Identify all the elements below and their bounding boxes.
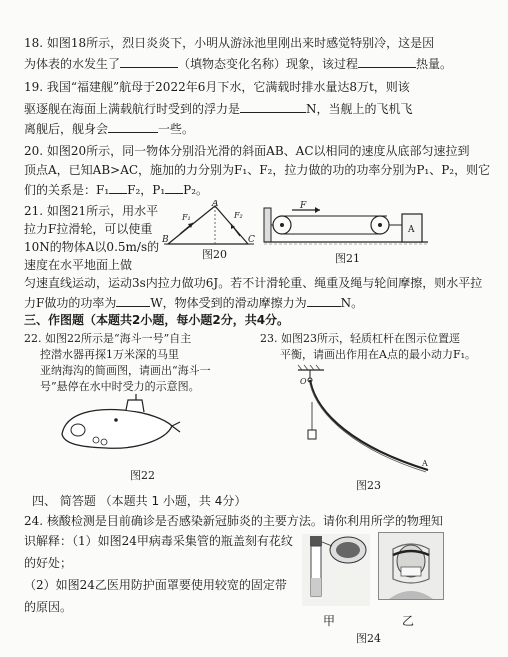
q22-line1: 22. 如图22所示是“海斗一号”自主 <box>24 332 192 345</box>
figure-22-caption: 图22 <box>130 469 155 482</box>
fig23-label-A: A <box>422 459 428 468</box>
q21-text-b: W，物体受到的滑动摩擦力为 <box>150 296 307 310</box>
q20-line2: 顶点A，已知AB>AC，施加的力分别为F₁、F₂，拉力做的功的功率分别为P₁、P₂，则它 <box>24 163 491 177</box>
q19-text-c: 离舰后，舰身会 <box>24 122 109 136</box>
fig21-label-F: F <box>300 201 307 211</box>
figure-23-lever <box>296 362 436 474</box>
q19-line2 <box>24 101 413 117</box>
q22-line2: 控潜水器再探1万米深的马里 <box>40 348 179 361</box>
q20-blank-2[interactable] <box>165 182 183 194</box>
q19-line3 <box>24 121 194 137</box>
q22-line4: 号”悬停在水中时受力的示意图。 <box>40 380 200 393</box>
q19-text-a: 驱逐舰在海面上满载航行时受到的浮力是 <box>24 102 241 116</box>
q20-text-c: P₂。 <box>183 183 209 197</box>
q22-line3: 亚纳海沟的简画图，请画出“海斗一 <box>40 364 211 377</box>
q21-blank-1[interactable] <box>116 295 150 307</box>
q21-text-a: 力F做功的功率为 <box>24 296 117 310</box>
q24-line4: （2）如图24乙医用防护面罩要使用较宽的固定带 <box>24 578 287 592</box>
q21-text-c: N。 <box>340 296 364 310</box>
q21-line3: 10N的物体A以0.5m/s的 <box>24 240 160 254</box>
figure-22-submarine <box>56 392 186 454</box>
fig23-label-O: O <box>300 377 307 386</box>
q20-line3 <box>24 182 208 198</box>
figure-21-pulley <box>262 200 430 252</box>
q21-blank-2[interactable] <box>307 295 341 307</box>
q18-line2 <box>24 56 452 72</box>
q19-text-b: N，当舰上的飞机飞 <box>306 102 413 116</box>
figure-24b-label: 乙 <box>402 614 415 628</box>
fig20-label-F1: F₁ <box>182 213 191 222</box>
q21-line2: 拉力F拉滑轮，可以使重 <box>24 222 153 236</box>
q20-text-a: 们的关系是：F₁ <box>24 183 110 197</box>
section-3-heading: 三、作图题（本题共2小题，每小题2分，共4分。 <box>24 313 290 327</box>
q24-line1: 24. 核酸检测是目前确诊是否感染新冠肺炎的主要方法。请你利用所学的物理知 <box>24 514 443 528</box>
q21-line6 <box>24 295 363 311</box>
q21-line1: 21. 如图21所示，用水平 <box>24 204 159 218</box>
q18-text-a: 为体表的水发生了 <box>24 57 121 71</box>
figure-21-caption: 图21 <box>335 252 360 265</box>
q21-line5: 匀速直线运动，运动3s内拉力做功6J。若不计滑轮重、绳重及绳与轮间摩擦，则水平拉 <box>24 276 483 290</box>
q18-blank-2[interactable] <box>358 56 416 68</box>
q19-text-d: 一些。 <box>158 122 195 136</box>
q19-blank-2[interactable] <box>108 121 158 133</box>
q24-line3: 的好处； <box>24 556 73 570</box>
q18-text-c: 热量。 <box>416 57 453 71</box>
q18-text-b: （填物态变化名称）现象，该过程 <box>178 57 359 71</box>
fig20-label-C: C <box>248 235 255 245</box>
q23-line2: 平衡，请画出作用在A点的最小动力F₁。 <box>280 348 476 361</box>
q20-text-b: F₂，P₁ <box>127 183 166 197</box>
section-4-heading: 四、 简答题 （本题共 1 小题，共 4分） <box>32 494 247 508</box>
fig20-label-B: B <box>162 235 169 245</box>
fig20-label-A: A <box>212 200 219 209</box>
q24-line2: 识解释：（1）如图24甲病毒采集管的瓶盖刻有花纹 <box>24 534 293 548</box>
q18-line1: 18. 如图18所示，烈日炎炎下，小明从游泳池里刚出来时感觉特别冷，这是因 <box>24 36 435 50</box>
q24-line5: 的原因。 <box>24 600 73 614</box>
fig21-label-A: A <box>408 225 415 235</box>
figure-24b-face-shield-photo <box>378 532 444 600</box>
figure-24a-sample-tube-photo <box>302 534 370 606</box>
figure-20-caption: 图20 <box>202 248 227 261</box>
figure-24-caption: 图24 <box>356 632 381 645</box>
q23-line1: 23. 如图23所示，轻质杠杆在图示位置逕 <box>260 332 460 345</box>
q19-line1: 19. 我国“福建舰”航母于2022年6月下水，它满载时排水量达8万t，则该 <box>24 80 410 94</box>
q21-line4: 速度在水平地面上做 <box>24 258 133 272</box>
fig20-label-F2: F₂ <box>234 211 243 220</box>
figure-23-caption: 图23 <box>356 479 381 492</box>
face-shield-icon <box>379 533 443 599</box>
figure-24a-label: 甲 <box>323 614 336 628</box>
q20-blank-1[interactable] <box>109 182 127 194</box>
q19-blank-1[interactable] <box>240 101 306 113</box>
q20-line1: 20. 如图20所示，同一物体分别沿光滑的斜面AB、AC以相同的速度从底部匀速拉到 <box>24 144 470 158</box>
q18-blank-1[interactable] <box>120 56 178 68</box>
